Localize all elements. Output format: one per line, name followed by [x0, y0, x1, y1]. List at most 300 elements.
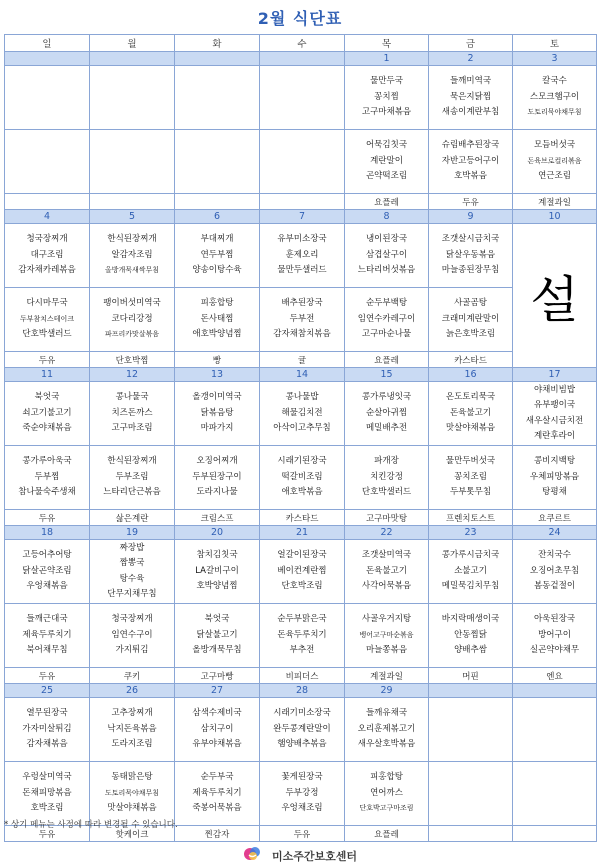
dinner-menu-cell: [429, 762, 513, 826]
menu-item: LA갈비구이: [195, 565, 239, 576]
menu-item: 메밀묵김치무침: [441, 581, 500, 592]
menu-item: 북엇국: [204, 614, 230, 625]
menu-item: 야채비빔밥: [533, 384, 576, 395]
menu-item: 사골곰탕: [454, 298, 487, 309]
lunch-menu-cell: [175, 540, 260, 604]
menu-item: 단무지채무침: [107, 589, 157, 599]
menu-item: 쇠고기불고기: [22, 407, 72, 418]
menu-item: 유부야채볶음: [192, 739, 242, 750]
menu-item: 해물김치전: [281, 407, 323, 418]
menu-item: 콩가루아욱국: [22, 456, 72, 467]
menu-item: 죽봉어묵볶음: [192, 803, 242, 814]
menu-item: 동태맑은탕: [111, 772, 153, 783]
menu-item: 돈육불고기: [449, 407, 492, 418]
day-number: [90, 52, 175, 66]
menu-item: 오리훈제볶고기: [357, 723, 416, 734]
menu-item: 짜장밥: [119, 542, 145, 553]
menu-item: 마파가지: [200, 423, 234, 434]
menu-item: 탕수육: [119, 573, 145, 584]
lunch-menu-cell: [5, 224, 90, 288]
dinner-menu-cell: [345, 288, 429, 352]
menu-item: 올방개묵새싹무침: [104, 266, 160, 275]
menu-item: 오징어초무침: [529, 565, 580, 576]
menu-item: 콩가루시금치국: [441, 550, 500, 561]
menu-item: 소불고기: [454, 565, 487, 576]
menu-item: 두부조림: [115, 471, 149, 482]
menu-item: 닭살우동볶음: [445, 249, 496, 260]
menu-item: 훈제오리: [285, 249, 319, 260]
menu-item: 탕평채: [542, 487, 567, 498]
day-number: 24: [513, 526, 597, 540]
day-number: 1: [345, 52, 429, 66]
menu-item: 팽이버섯미역국: [103, 298, 161, 309]
dinner-menu-cell: [260, 288, 345, 352]
dinner-menu-cell: [5, 446, 90, 510]
menu-item: 가지튀김: [115, 645, 149, 656]
dinner-menu-cell: [429, 604, 513, 668]
menu-item: 애호박볶음: [281, 487, 323, 498]
menu-item: 시래기미소장국: [273, 708, 331, 719]
menu-item: 봄동겉절이: [533, 581, 576, 592]
menu-item: 두부된장구이: [192, 471, 242, 482]
dinner-menu-cell: [429, 446, 513, 510]
weekday-header: 일: [5, 35, 90, 52]
lunch-menu-cell: [345, 224, 429, 288]
dinner-menu-cell: [90, 288, 175, 352]
snack-cell: 두유: [5, 668, 90, 684]
menu-item: 닭살곤약조림: [22, 565, 72, 576]
snack-cell: 요플레: [345, 826, 429, 842]
day-number: 29: [345, 684, 429, 698]
menu-item: 청국장찌개: [26, 234, 68, 245]
menu-item: 냉이된장국: [365, 234, 408, 245]
menu-item: 고등어추어탕: [22, 550, 72, 561]
menu-item: 짬뽕국: [119, 558, 145, 568]
menu-item: 돈육브로컬리볶음: [527, 156, 582, 165]
snack-cell: [90, 194, 175, 210]
menu-item: 제육두루치기: [22, 629, 72, 640]
menu-item: 우체피망볶음: [529, 471, 580, 482]
menu-item: 방어구이: [538, 629, 571, 640]
menu-item: 크래미계란말이: [441, 313, 500, 324]
menu-item: 낙지돈육볶음: [107, 723, 157, 734]
menu-item: 조갯살미역국: [361, 550, 412, 561]
dinner-menu-cell: [90, 130, 175, 194]
lunch-menu-cell: [513, 540, 597, 604]
menu-item: 새송이계란부침: [441, 107, 500, 118]
day-number: 7: [260, 210, 345, 224]
menu-item: 묵은지닭찜: [449, 91, 492, 102]
weekday-header: 수: [260, 35, 345, 52]
snack-cell: 고구마맛탕: [345, 510, 429, 526]
menu-item: 치즈돈까스: [111, 407, 153, 418]
menu-item: 호박조림: [30, 803, 64, 814]
menu-item: 느타리단근볶음: [103, 487, 161, 498]
menu-item: 우엉채조림: [281, 803, 323, 814]
day-number: 28: [260, 684, 345, 698]
dinner-menu-cell: [5, 762, 90, 826]
weekday-header: 화: [175, 35, 260, 52]
menu-item: 감자채참치볶음: [273, 329, 331, 340]
menu-item: 꽁치찜: [374, 91, 399, 102]
menu-item: 두부전: [289, 313, 315, 324]
menu-item: 감자채볶음: [26, 739, 68, 750]
snack-cell: 핫케이크: [90, 826, 175, 842]
menu-item: 도라지조림: [111, 739, 153, 750]
menu-item: 유부미소장국: [277, 234, 327, 245]
day-number: 12: [90, 368, 175, 382]
dinner-menu-cell: [175, 604, 260, 668]
menu-item: 참나물숙주생채: [18, 487, 76, 498]
day-number: 5: [90, 210, 175, 224]
snack-cell: 계절과일: [513, 194, 597, 210]
menu-item: 부대찌개: [200, 234, 234, 245]
menu-item: 들깨유채국: [365, 708, 408, 719]
day-number: 2: [429, 52, 513, 66]
menu-item: 우엉채볶음: [26, 581, 68, 592]
day-number: 14: [260, 368, 345, 382]
menu-item: 시래기된장국: [277, 456, 327, 467]
menu-item: 피홍합탕: [370, 772, 403, 783]
dinner-menu-cell: [175, 762, 260, 826]
day-number: 9: [429, 210, 513, 224]
lunch-menu-cell: [175, 224, 260, 288]
menu-item: 계란후라이: [533, 431, 576, 441]
menu-item: 물만두국: [370, 76, 403, 87]
dinner-menu-cell: [345, 130, 429, 194]
snack-cell: 크림스프: [175, 510, 260, 526]
menu-item: 단호박샐러드: [22, 329, 72, 340]
menu-item: 뱅어고구마순볶음: [359, 630, 414, 639]
menu-item: 연어까스: [370, 787, 403, 798]
menu-item: 두부참치스테이크: [19, 314, 75, 323]
menu-item: 잔치국수: [538, 550, 571, 561]
menu-item: 단호박고구마조림: [359, 804, 414, 813]
snack-cell: 요쿠르트: [513, 510, 597, 526]
menu-item: 돈사태찜: [200, 313, 234, 324]
day-number: 8: [345, 210, 429, 224]
menu-item: 호박양념찜: [196, 581, 238, 592]
lunch-menu-cell: [260, 66, 345, 130]
menu-item: 맛살야채볶음: [107, 803, 157, 814]
snack-cell: 두유: [5, 510, 90, 526]
menu-item: 치킨강정: [370, 471, 403, 482]
dinner-menu-cell: [260, 446, 345, 510]
menu-item: 콩나물밥: [285, 392, 319, 403]
menu-item: 베이컨계란찜: [277, 565, 327, 576]
menu-item: 맛살야채볶음: [445, 423, 496, 434]
snack-cell: 계절과일: [345, 668, 429, 684]
lunch-menu-cell: [175, 66, 260, 130]
lunch-menu-cell: [345, 382, 429, 446]
menu-item: 완두콩계란말이: [273, 723, 331, 734]
day-number: 3: [513, 52, 597, 66]
menu-item: 두부강정: [285, 787, 319, 798]
page-title: 2월 식단표: [257, 9, 343, 28]
menu-item: 열무된장국: [26, 708, 68, 719]
dinner-menu-cell: [90, 604, 175, 668]
day-number: 6: [175, 210, 260, 224]
lunch-menu-cell: [175, 698, 260, 762]
menu-item: 배추된장국: [281, 298, 323, 309]
lunch-menu-cell: [345, 540, 429, 604]
day-number: 23: [429, 526, 513, 540]
dinner-menu-cell: [175, 446, 260, 510]
snack-cell: 삶은계란: [90, 510, 175, 526]
lunch-menu-cell: [513, 382, 597, 446]
menu-item: 연두부찜: [200, 249, 234, 260]
day-number: [260, 52, 345, 66]
lunch-menu-cell: [345, 698, 429, 762]
lunch-menu-cell: [5, 66, 90, 130]
dinner-menu-cell: [345, 446, 429, 510]
snack-cell: 두유: [260, 826, 345, 842]
menu-item: 다시마무국: [26, 298, 68, 309]
dinner-menu-cell: [175, 130, 260, 194]
snack-cell: 엔요: [513, 668, 597, 684]
menu-item: 피홍합탕: [200, 298, 234, 309]
notice-text: * 상기 메뉴는 사정에 따라 변경될 수 있습니다.: [4, 820, 178, 830]
weekday-header: 금: [429, 35, 513, 52]
menu-item: 어묵김칫국: [365, 140, 408, 151]
menu-item: 참치김칫국: [196, 550, 238, 561]
menu-item: 순두부백탕: [365, 298, 408, 309]
lunch-menu-cell: [513, 698, 597, 762]
menu-item: 삼치구이: [200, 723, 234, 734]
day-number: 10: [513, 210, 597, 224]
menu-item: 북엇국: [34, 392, 60, 403]
menu-item: 임연수구이: [111, 629, 153, 640]
menu-item: 계란말이: [370, 155, 403, 166]
menu-item: 파프리카맛살볶음: [104, 330, 160, 339]
menu-item: 삼겹살구이: [365, 249, 408, 260]
lunch-menu-cell: [429, 698, 513, 762]
menu-item: 청국장찌개: [111, 614, 153, 625]
day-number: 26: [90, 684, 175, 698]
menu-item: 아삭이고추무침: [273, 423, 331, 434]
menu-item: 느타리버섯볶음: [357, 265, 416, 276]
menu-item: 양배추쌈: [454, 645, 487, 656]
day-number: 11: [5, 368, 90, 382]
menu-item: 죽순야채볶음: [22, 423, 72, 434]
menu-item: 도라지나물: [196, 487, 238, 498]
day-number: 25: [5, 684, 90, 698]
menu-item: 조갯살시금치국: [441, 234, 500, 245]
menu-item: 제육두루치기: [192, 787, 242, 798]
menu-item: 새우살시금치전: [525, 415, 584, 426]
lunch-menu-cell: [429, 66, 513, 130]
menu-item: 바지락매생이국: [441, 614, 500, 625]
menu-item: 들깨미역국: [449, 76, 492, 87]
snack-cell: 귤: [260, 352, 345, 368]
snack-cell: 고구마빵: [175, 668, 260, 684]
dinner-menu-cell: [345, 604, 429, 668]
menu-item: 올갱이미역국: [192, 392, 242, 403]
day-number: 15: [345, 368, 429, 382]
menu-item: 올방개묵무침: [192, 645, 242, 656]
menu-item: 양송이탕수육: [192, 265, 242, 276]
holiday-label: 설: [530, 270, 579, 329]
menu-item: 고추장찌개: [111, 708, 153, 719]
menu-item: 순살아귀찜: [365, 407, 408, 418]
menu-item: 단호박샐러드: [361, 487, 412, 498]
menu-item: 코다리강정: [111, 313, 153, 324]
menu-item: 한식된장찌개: [107, 456, 157, 467]
lunch-menu-cell: [5, 698, 90, 762]
menu-item: 순두부맑은국: [277, 614, 327, 625]
menu-item: 애호박양념찜: [192, 329, 242, 340]
menu-item: 슈림배추된장국: [441, 140, 500, 151]
day-number: 13: [175, 368, 260, 382]
menu-item: 우렁살미역국: [22, 772, 72, 783]
dinner-menu-cell: [513, 130, 597, 194]
day-number: [513, 684, 597, 698]
day-number: 19: [90, 526, 175, 540]
dinner-menu-cell: [345, 762, 429, 826]
dinner-menu-cell: [429, 130, 513, 194]
menu-item: 콩비지백탕: [533, 456, 576, 467]
snack-cell: 찐감자: [175, 826, 260, 842]
menu-item: 안동찜닭: [454, 629, 487, 640]
menu-item: 단호박조림: [281, 581, 323, 592]
lunch-menu-cell: [429, 540, 513, 604]
menu-item: 닭볶음탕: [200, 407, 234, 418]
menu-item: 가자미살튀김: [22, 723, 72, 734]
menu-item: 햄양배추볶음: [277, 739, 327, 750]
weekday-header: 목: [345, 35, 429, 52]
dinner-menu-cell: [260, 604, 345, 668]
menu-item: 칼국수: [542, 76, 567, 87]
snack-cell: 빵: [175, 352, 260, 368]
meal-calendar: [4, 34, 597, 842]
smile-flower-icon: [243, 846, 263, 866]
snack-cell: 카스타드: [260, 510, 345, 526]
day-number: 4: [5, 210, 90, 224]
lunch-menu-cell: [90, 224, 175, 288]
lunch-menu-cell: [429, 382, 513, 446]
snack-cell: [429, 826, 513, 842]
day-number: 27: [175, 684, 260, 698]
menu-item: 물만두버섯국: [445, 456, 496, 467]
menu-item: 돈육불고기: [365, 565, 408, 576]
lunch-menu-cell: [90, 66, 175, 130]
day-number: 20: [175, 526, 260, 540]
dinner-menu-cell: [260, 762, 345, 826]
menu-item: 부추전: [289, 645, 315, 656]
dinner-menu-cell: [513, 446, 597, 510]
menu-item: 도토리묵야채무침: [527, 108, 582, 117]
day-number: [429, 684, 513, 698]
weekday-header: 토: [513, 35, 597, 52]
menu-item: 사각어묵볶음: [361, 581, 412, 592]
menu-item: 실곤약야채무: [529, 645, 580, 656]
center-name: 미소주간보호센터: [272, 849, 358, 863]
lunch-menu-cell: [90, 698, 175, 762]
menu-item: 콩가루냉잇국: [361, 392, 412, 403]
menu-item: 돈육두루치기: [277, 629, 327, 640]
day-number: 18: [5, 526, 90, 540]
menu-item: 삼색수제비국: [192, 708, 242, 719]
menu-item: 꽁치조림: [454, 471, 487, 482]
menu-item: 마늘쫑볶음: [365, 645, 408, 656]
menu-item: 감자채카레볶음: [18, 265, 76, 276]
menu-item: 돈채피망볶음: [22, 787, 72, 798]
menu-item: 순두부국: [200, 772, 234, 783]
dinner-menu-cell: [90, 446, 175, 510]
menu-item: 호박볶음: [454, 171, 487, 182]
lunch-menu-cell: [345, 66, 429, 130]
snack-cell: 비피더스: [260, 668, 345, 684]
menu-item: 마늘종된장무침: [441, 265, 500, 276]
menu-item: 한식된장찌개: [107, 234, 157, 245]
day-number: 17: [513, 368, 597, 382]
menu-item: 곤약떡조림: [365, 171, 408, 182]
snack-cell: 쿠키: [90, 668, 175, 684]
dinner-menu-cell: [175, 288, 260, 352]
day-number: 22: [345, 526, 429, 540]
menu-item: 늙은호박조림: [445, 329, 496, 340]
menu-item: 두부톳무침: [449, 487, 492, 498]
menu-item: 얼갈이된장국: [277, 550, 327, 561]
day-number: 16: [429, 368, 513, 382]
menu-item: 스모크햄구이: [529, 91, 580, 102]
weekday-header: 월: [90, 35, 175, 52]
dinner-menu-cell: [260, 130, 345, 194]
lunch-menu-cell: [260, 382, 345, 446]
lunch-menu-cell: [429, 224, 513, 288]
snack-cell: 프렌치토스트: [429, 510, 513, 526]
snack-cell: [5, 194, 90, 210]
lunch-menu-cell: [5, 382, 90, 446]
snack-cell: 머핀: [429, 668, 513, 684]
day-number: 21: [260, 526, 345, 540]
lunch-menu-cell: [90, 382, 175, 446]
menu-item: 떡갈비조림: [281, 471, 323, 482]
snack-cell: 두유: [429, 194, 513, 210]
menu-item: 모듬버섯국: [533, 140, 576, 151]
menu-item: 꽃게된장국: [281, 772, 323, 783]
menu-item: 유부팽이국: [533, 400, 576, 410]
menu-item: 물만두샐러드: [277, 265, 327, 276]
dinner-menu-cell: [90, 762, 175, 826]
snack-cell: 두유: [5, 352, 90, 368]
dinner-menu-cell: [5, 130, 90, 194]
menu-item: 임연수카레구이: [357, 313, 416, 324]
lunch-menu-cell: [260, 224, 345, 288]
menu-item: 알감자조림: [111, 249, 153, 260]
snack-cell: [260, 194, 345, 210]
menu-item: 들깨근대국: [26, 614, 68, 625]
menu-item: 콩나물국: [115, 392, 149, 403]
day-number: [175, 52, 260, 66]
snack-cell: 요플레: [345, 194, 429, 210]
lunch-menu-cell: [5, 540, 90, 604]
menu-item: 파개장: [374, 456, 399, 467]
lunch-menu-cell: [260, 698, 345, 762]
lunch-menu-cell: [260, 540, 345, 604]
menu-item: 자반고등어구이: [441, 155, 500, 166]
snack-cell: [513, 826, 597, 842]
day-number: [5, 52, 90, 66]
lunch-menu-cell: [513, 66, 597, 130]
dinner-menu-cell: [513, 604, 597, 668]
dinner-menu-cell: [5, 288, 90, 352]
menu-item: 메밀배추전: [365, 423, 408, 434]
dinner-menu-cell: [5, 604, 90, 668]
menu-item: 닭살불고기: [196, 629, 238, 640]
snack-cell: 단호박찜: [90, 352, 175, 368]
menu-item: 오징어찌개: [196, 456, 238, 467]
